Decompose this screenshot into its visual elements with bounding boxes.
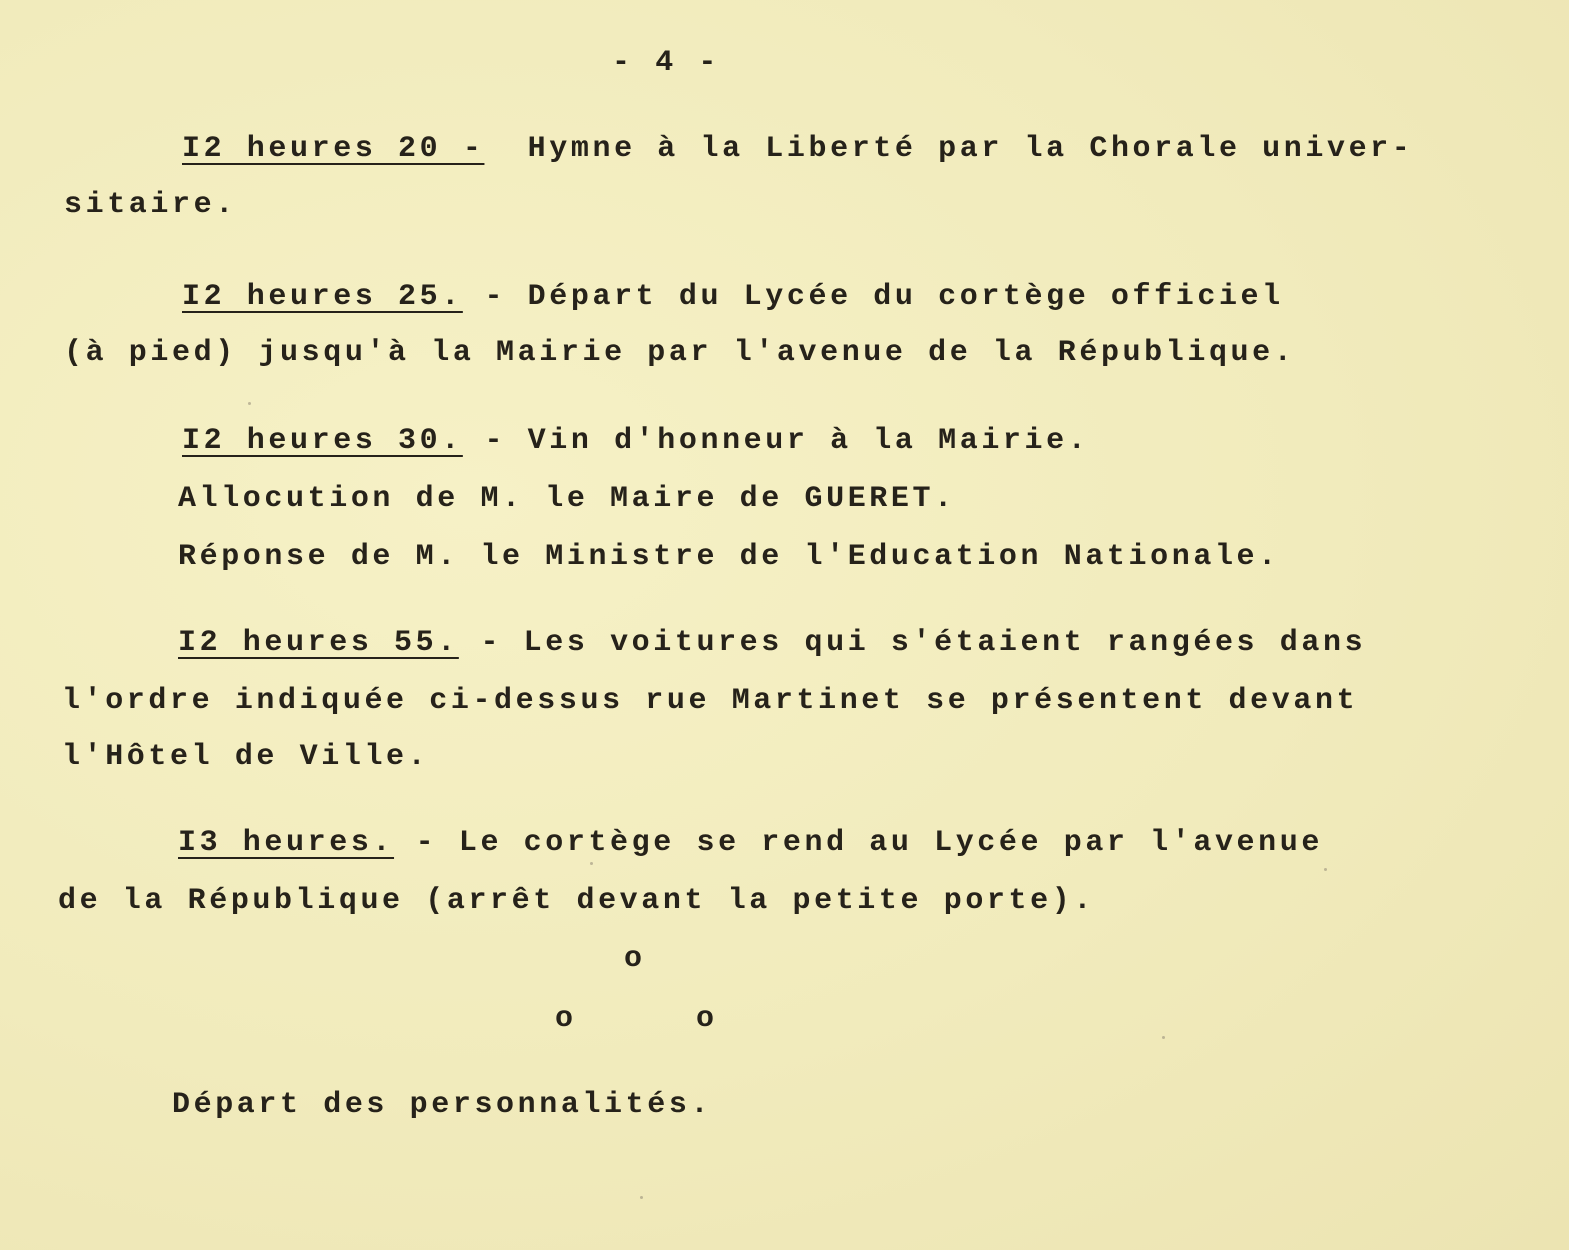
entry-3-heading [182,426,1089,456]
entry-2-continuation: (à pied) jusqu'à la Mairie par l'avenue de la République. [64,336,1296,370]
entry-2-heading [182,282,1284,312]
paper-speck [640,1196,643,1199]
entry-3-time: I2 heures 30. [182,424,463,458]
entry-3-allocution: Allocution de M. le Maire de GUERET. [178,482,956,516]
paper-speck [1162,1036,1165,1039]
entry-1-heading [182,134,1413,164]
entry-1-time: I2 heures 20 - [182,132,485,166]
paper-speck [1324,868,1327,871]
ornament-top-circle: o [624,942,646,976]
entry-2-text: - Départ du Lycée du cortège officiel [462,280,1284,314]
entry-4-text: - Les voitures qui s'étaient rangées dans [458,626,1367,660]
entry-5-heading [178,828,1323,858]
page-number: - 4 - [612,46,721,80]
ornament-bottom-right-circle: o [696,1002,718,1036]
entry-5-text: - Le cortège se rend au Lycée par l'avenue [394,826,1323,860]
entry-3-text: - Vin d'honneur à la Mairie. [462,424,1090,458]
entry-1-text: Hymne à la Liberté par la Chorale univer- [484,132,1414,166]
entry-3-reponse: Réponse de M. le Ministre de l'Education Nationale. [178,540,1280,574]
closing-line: Départ des personnalités. [172,1088,713,1122]
entry-5-continuation: de la République (arrêt devant la petite porte). [58,884,1095,918]
entry-1-continuation: sitaire. [64,188,237,222]
entry-5-time: I3 heures. [178,826,395,860]
entry-4-time: I2 heures 55. [178,626,459,660]
entry-2-time: I2 heures 25. [182,280,463,314]
entry-4-heading [178,628,1366,658]
entry-4-continuation-1: l'ordre indiquée ci-dessus rue Martinet se présentent devant [62,684,1359,718]
paper-speck [590,862,593,865]
ornament-bottom-left-circle: o [555,1002,577,1036]
entry-4-continuation-2: l'Hôtel de Ville. [62,740,430,774]
paper-speck [248,402,251,405]
